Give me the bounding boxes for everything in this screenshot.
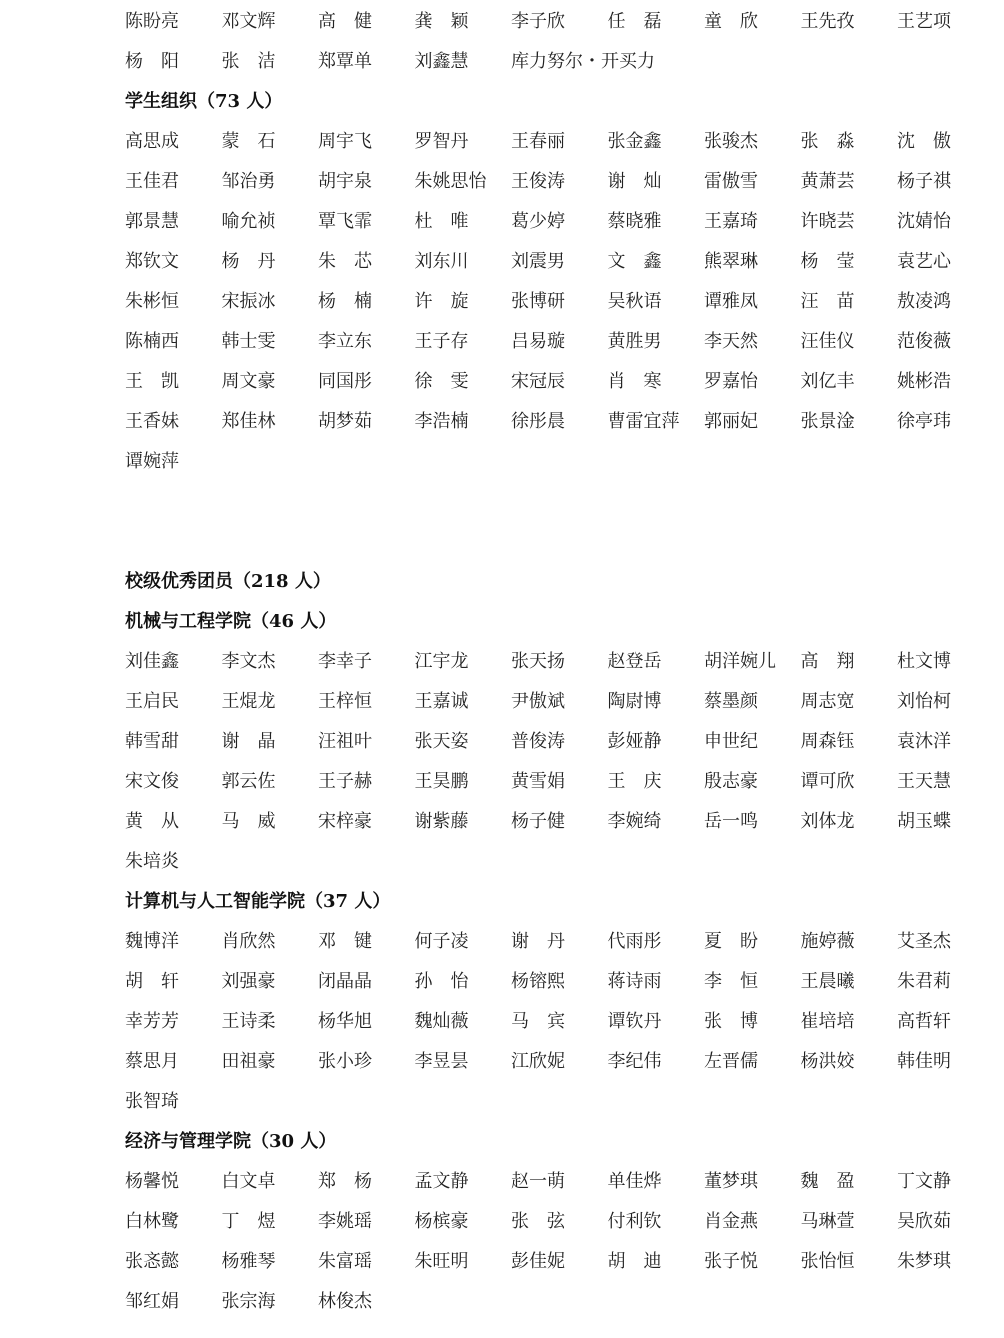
member-name: 魏 盈 [800, 1171, 855, 1192]
member-name: 韩雪甜 [125, 731, 179, 752]
name-row [125, 1082, 985, 1122]
member-name: 王春丽 [511, 131, 565, 152]
member-name: 魏灿薇 [414, 1011, 469, 1032]
member-name: 白文卓 [221, 1171, 276, 1192]
name-row [125, 362, 985, 402]
member-name: 郑佳林 [221, 411, 276, 432]
member-name: 丁文静 [897, 1171, 951, 1192]
member-name: 任 磊 [607, 11, 662, 32]
member-name: 张博研 [511, 291, 565, 312]
member-name: 杨子健 [511, 811, 565, 832]
member-name: 魏博洋 [125, 931, 179, 952]
member-name: 谭钦丹 [607, 1011, 662, 1032]
member-name: 马 宾 [511, 1011, 565, 1032]
name-row [125, 162, 985, 202]
name-row [125, 1042, 985, 1082]
member-name: 汪 苗 [800, 291, 855, 312]
member-name: 蔡晓雅 [607, 211, 662, 232]
member-name: 张 博 [704, 1011, 758, 1032]
member-name: 郭景慧 [125, 211, 179, 232]
member-name: 刘体龙 [800, 811, 855, 832]
member-name: 王俊涛 [511, 171, 565, 192]
member-name: 杨馨悦 [125, 1171, 179, 1192]
member-name: 范俊薇 [897, 331, 951, 352]
member-name: 肖 寒 [607, 371, 662, 392]
member-name: 刘怡柯 [897, 691, 951, 712]
member-name: 谭雅凤 [704, 291, 758, 312]
member-name: 李文杰 [221, 651, 276, 672]
member-name: 库力努尔・开买力 [511, 51, 655, 72]
member-name: 郑覃单 [318, 51, 372, 72]
member-name: 李天然 [704, 331, 758, 352]
member-name: 林俊杰 [318, 1291, 372, 1312]
member-name: 徐亭玮 [897, 411, 951, 432]
member-name: 尹傲斌 [511, 691, 565, 712]
member-name: 吴秋语 [607, 291, 662, 312]
member-name: 曹雷宜萍 [607, 411, 680, 432]
member-name: 沈 傲 [897, 131, 951, 152]
name-row [125, 2, 985, 42]
member-name: 张骏杰 [704, 131, 758, 152]
member-name: 王 庆 [607, 771, 662, 792]
member-name: 周森钰 [800, 731, 855, 752]
member-name: 杨镕熙 [511, 971, 565, 992]
member-name: 罗嘉怡 [704, 371, 758, 392]
member-name: 杨雅琴 [221, 1251, 276, 1272]
member-name: 高思成 [125, 131, 179, 152]
member-name: 李纪伟 [607, 1051, 662, 1072]
college-title: 计算机与人工智能学院（37 人） [125, 891, 391, 912]
member-name: 黄雪娟 [511, 771, 565, 792]
member-name: 朱梦琪 [897, 1251, 951, 1272]
name-row [125, 442, 985, 482]
member-name: 杜 唯 [414, 211, 469, 232]
member-name: 李子欣 [511, 11, 565, 32]
member-name: 李 恒 [704, 971, 758, 992]
member-name: 许晓芸 [800, 211, 855, 232]
member-name: 王香妹 [125, 411, 179, 432]
member-name: 刘佳鑫 [125, 651, 179, 672]
member-name: 杨子祺 [897, 171, 951, 192]
member-name: 江宇龙 [414, 651, 469, 672]
member-name: 何子凌 [414, 931, 469, 952]
member-name: 张忞懿 [125, 1251, 179, 1272]
name-row [125, 322, 985, 362]
member-name: 郑钦文 [125, 251, 179, 272]
member-name: 崔培培 [800, 1011, 855, 1032]
member-name: 张天姿 [414, 731, 469, 752]
member-name: 江欣妮 [511, 1051, 565, 1072]
name-row [125, 922, 985, 962]
member-name: 杨槟豪 [414, 1211, 469, 1232]
member-name: 彭佳妮 [511, 1251, 565, 1272]
member-name: 邹红娟 [125, 1291, 179, 1312]
member-name: 王昊鹏 [414, 771, 469, 792]
member-name: 王焜龙 [221, 691, 276, 712]
member-name: 王诗柔 [221, 1011, 276, 1032]
member-name: 周文豪 [221, 371, 276, 392]
member-name: 田祖豪 [221, 1051, 276, 1072]
member-name: 喻允祯 [221, 211, 276, 232]
name-row [125, 1282, 985, 1322]
member-name: 李姚瑶 [318, 1211, 372, 1232]
name-row [125, 962, 985, 1002]
member-name: 王嘉琦 [704, 211, 758, 232]
name-row [125, 1202, 985, 1242]
member-name: 吕易璇 [511, 331, 565, 352]
member-name: 赵一萌 [511, 1171, 565, 1192]
member-name: 杜文博 [897, 651, 951, 672]
member-name: 李幸子 [318, 651, 372, 672]
member-name: 张景淦 [800, 411, 855, 432]
member-name: 姚彬浩 [897, 371, 951, 392]
member-name: 黄萧芸 [800, 171, 855, 192]
name-row [125, 802, 985, 842]
member-name: 覃飞霏 [318, 211, 372, 232]
member-name: 杨洪姣 [800, 1051, 855, 1072]
member-name: 陶尉博 [607, 691, 662, 712]
member-name: 刘东川 [414, 251, 469, 272]
member-name: 董梦琪 [704, 1171, 758, 1192]
member-name: 黄胜男 [607, 331, 662, 352]
member-name: 朱君莉 [897, 971, 951, 992]
member-name: 李婉绮 [607, 811, 662, 832]
member-name: 张天扬 [511, 651, 565, 672]
member-name: 王 凯 [125, 371, 179, 392]
member-name: 同国彤 [318, 371, 372, 392]
member-name: 肖欣然 [221, 931, 276, 952]
member-name: 王天慧 [897, 771, 951, 792]
member-name: 谢 丹 [511, 931, 565, 952]
name-row [125, 722, 985, 762]
name-row [125, 682, 985, 722]
member-name: 蔡墨颜 [704, 691, 758, 712]
member-name: 宋振冰 [221, 291, 276, 312]
member-name: 胡梦茹 [318, 411, 372, 432]
member-name: 李昱昙 [414, 1051, 469, 1072]
member-name: 张子悦 [704, 1251, 758, 1272]
member-name: 王佳君 [125, 171, 179, 192]
member-name: 黄 从 [125, 811, 179, 832]
member-name: 幸芳芳 [125, 1011, 179, 1032]
member-name: 宋冠辰 [511, 371, 565, 392]
member-name: 韩佳明 [897, 1051, 951, 1072]
name-row [125, 122, 985, 162]
member-name: 左晋儒 [704, 1051, 758, 1072]
member-name: 彭娅静 [607, 731, 662, 752]
member-name: 赵登岳 [607, 651, 662, 672]
member-name: 王子赫 [318, 771, 372, 792]
member-name: 单佳烨 [607, 1171, 662, 1192]
member-name: 蒙 石 [221, 131, 276, 152]
name-row [125, 202, 985, 242]
member-name: 孟文静 [414, 1171, 469, 1192]
member-name: 胡 轩 [125, 971, 179, 992]
member-name: 胡 迪 [607, 1251, 662, 1272]
member-name: 陈盼亮 [125, 11, 179, 32]
member-name: 王晨曦 [800, 971, 855, 992]
member-name: 岳一鸣 [704, 811, 758, 832]
member-name: 吴欣茹 [897, 1211, 951, 1232]
name-row [125, 642, 985, 682]
member-name: 邓 键 [318, 931, 372, 952]
name-row [125, 1002, 985, 1042]
member-name: 王艺项 [897, 11, 951, 32]
member-name: 沈婧怡 [897, 211, 951, 232]
name-row [125, 1242, 985, 1282]
member-name: 杨 阳 [125, 51, 179, 72]
member-name: 朱培炎 [125, 851, 179, 872]
member-name: 申世纪 [704, 731, 758, 752]
document-body [125, 2, 985, 1322]
member-name: 高 翔 [800, 651, 855, 672]
member-name: 朱旺明 [414, 1251, 469, 1272]
member-name: 周志宽 [800, 691, 855, 712]
name-row [125, 402, 985, 442]
member-name: 葛少婷 [511, 211, 565, 232]
section-spacer [125, 482, 985, 562]
member-name: 谭婉萍 [125, 451, 179, 472]
member-name: 艾圣杰 [897, 931, 951, 952]
member-name: 张小珍 [318, 1051, 372, 1072]
member-name: 朱 芯 [318, 251, 372, 272]
member-name: 高 健 [318, 11, 372, 32]
member-name: 殷志豪 [704, 771, 758, 792]
member-name: 宋梓豪 [318, 811, 372, 832]
member-name: 汪佳仪 [800, 331, 855, 352]
member-name: 周宇飞 [318, 131, 372, 152]
member-name: 张 淼 [800, 131, 855, 152]
section-title: 学生组织（73 人） [125, 91, 283, 112]
member-name: 杨华旭 [318, 1011, 372, 1032]
member-name: 韩士雯 [221, 331, 276, 352]
member-name: 代雨彤 [607, 931, 662, 952]
member-name: 袁沐洋 [897, 731, 951, 752]
college-title: 机械与工程学院（46 人） [125, 611, 337, 632]
name-row [125, 762, 985, 802]
name-row [125, 1162, 985, 1202]
member-name: 付利钦 [607, 1211, 662, 1232]
college-title: 经济与管理学院（30 人） [125, 1131, 337, 1152]
member-name: 邹治勇 [221, 171, 276, 192]
member-name: 杨 楠 [318, 291, 372, 312]
member-name: 谢 灿 [607, 171, 662, 192]
member-name: 谢紫藤 [414, 811, 469, 832]
member-name: 刘强豪 [221, 971, 276, 992]
member-name: 罗智丹 [414, 131, 469, 152]
member-name: 刘亿丰 [800, 371, 855, 392]
member-name: 杨 莹 [800, 251, 855, 272]
member-name: 宋文俊 [125, 771, 179, 792]
member-name: 马琳萱 [800, 1211, 855, 1232]
name-row [125, 842, 985, 882]
member-name: 普俊涛 [511, 731, 565, 752]
name-row [125, 42, 985, 82]
member-name: 胡玉蝶 [897, 811, 951, 832]
member-name: 谭可欣 [800, 771, 855, 792]
member-name: 邓文辉 [221, 11, 276, 32]
member-name: 白林鹭 [125, 1211, 179, 1232]
member-name: 徐彤晨 [511, 411, 565, 432]
member-name: 朱彬恒 [125, 291, 179, 312]
member-name: 王嘉诚 [414, 691, 469, 712]
member-name: 王子存 [414, 331, 469, 352]
member-name: 施婷薇 [800, 931, 855, 952]
member-name: 敖凌鸿 [897, 291, 951, 312]
member-name: 张金鑫 [607, 131, 662, 152]
member-name: 雷傲雪 [704, 171, 758, 192]
member-name: 汪祖叶 [318, 731, 372, 752]
member-name: 张智琦 [125, 1091, 179, 1112]
member-name: 夏 盼 [704, 931, 758, 952]
member-name: 刘震男 [511, 251, 565, 272]
member-name: 龚 颖 [414, 11, 469, 32]
member-name: 刘鑫慧 [414, 51, 469, 72]
member-name: 蔡思月 [125, 1051, 179, 1072]
member-name: 蒋诗雨 [607, 971, 662, 992]
member-name: 马 威 [221, 811, 276, 832]
name-row [125, 282, 985, 322]
member-name: 郭云佐 [221, 771, 276, 792]
member-name: 徐 雯 [414, 371, 469, 392]
member-name: 丁 煜 [221, 1211, 276, 1232]
member-name: 李浩楠 [414, 411, 469, 432]
member-name: 胡洋婉儿 [704, 651, 776, 672]
member-name: 孙 怡 [414, 971, 469, 992]
award-title: 校级优秀团员（218 人） [125, 571, 331, 592]
member-name: 高哲轩 [897, 1011, 951, 1032]
member-name: 袁艺心 [897, 251, 951, 272]
member-name: 闭晶晶 [318, 971, 372, 992]
member-name: 郭丽妃 [704, 411, 758, 432]
member-name: 张宗海 [221, 1291, 276, 1312]
member-name: 王先孜 [800, 11, 855, 32]
member-name: 李立东 [318, 331, 372, 352]
member-name: 朱富瑶 [318, 1251, 372, 1272]
member-name: 朱姚思怡 [414, 171, 487, 192]
member-name: 郑 杨 [318, 1171, 372, 1192]
member-name: 张 弦 [511, 1211, 565, 1232]
member-name: 张怡恒 [800, 1251, 855, 1272]
member-name: 胡宇泉 [318, 171, 372, 192]
member-name: 陈楠西 [125, 331, 179, 352]
member-name: 童 欣 [704, 11, 758, 32]
member-name: 王启民 [125, 691, 179, 712]
name-row [125, 242, 985, 282]
member-name: 谢 晶 [221, 731, 276, 752]
member-name: 熊翠琳 [704, 251, 758, 272]
member-name: 张 洁 [221, 51, 276, 72]
member-name: 肖金燕 [704, 1211, 758, 1232]
member-name: 许 旋 [414, 291, 469, 312]
member-name: 杨 丹 [221, 251, 276, 272]
member-name: 王梓恒 [318, 691, 372, 712]
member-name: 文 鑫 [607, 251, 662, 272]
